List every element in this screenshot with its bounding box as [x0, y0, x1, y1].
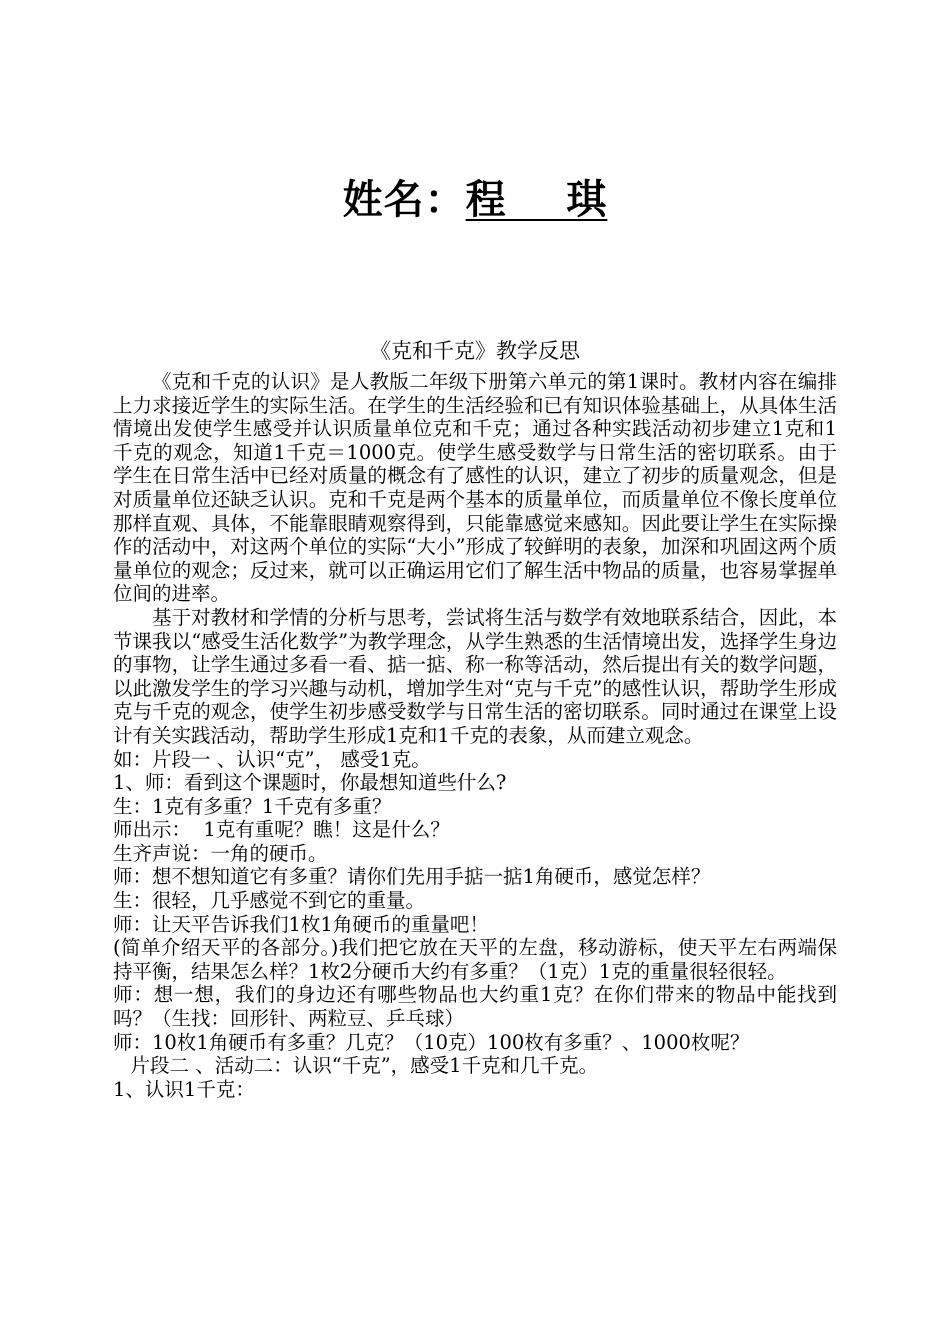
text-line: 如：片段一 、认识“克”， 感受1克。 — [113, 747, 431, 771]
text-line: 生齐声说：一角的硬币。 — [113, 841, 328, 865]
text-line: 师：10枚1角硬币有多重？几克？（10克）100枚有多重？、1000枚呢？ — [113, 1030, 750, 1054]
text-line: 师：想不想知道它有多重？请你们先用手掂一掂1角硬币，感觉怎样？ — [113, 865, 711, 889]
text-line: 师出示： 1克有重呢？瞧！这是什么？ — [113, 818, 450, 842]
name-value: 程 琪 — [465, 176, 608, 223]
author-name-heading — [0, 172, 950, 228]
paragraph: 《克和千克的认识》是人教版二年级下册第六单元的第1课时。教材内容在编排上力求接近学生的实际生活。在学生的生活经验和已有知识体验基础上，从具体生活情境出发使学生感受并认识质量单位克和千克；通过各种实践活动初步建立1克和1千克的观念，知道1千克＝1000克。使学生感受数学与日常生活的密切联系。由于学生在日常生活中已经对质量的概念有了感性的认识，建立了初步的质量观念，但是对质量单位还缺乏认识。克和千克是两个基本的质量单位，而质量单位不像长度单位那样直观、具体，不能靠眼睛观察得到，只能靠感觉来感知。因此要让学生在实际操作的活动中，对这两个单位的实际“大小”形成了较鲜明的表象，加深和巩固这两个质量单位的观念；反过来，就可以正确运用它们了解生活中物品的质量，也容易掌握单位间的进率。 — [113, 370, 837, 606]
text-line: 生：1克有多重？1千克有多重？ — [113, 794, 392, 818]
name-label: 姓名： — [342, 176, 466, 223]
text-line: 1、师：看到这个课题时，你最想知道些什么? — [113, 771, 507, 795]
text-line: 师：想一想，我们的身边还有哪些物品也大约重1克？在你们带来的物品中能找到吗？（生找：回形针、两粒豆、乒乓球） — [113, 983, 837, 1031]
text-line: 师：让天平告诉我们1枚1角硬币的重量吧！ — [113, 912, 489, 936]
text-line: 1、认识1千克： — [113, 1077, 255, 1101]
document-title: 《克和千克》教学反思 — [370, 339, 580, 363]
text-line: 生：很轻，几乎感觉不到它的重量。 — [113, 889, 426, 913]
document-body — [113, 370, 837, 1101]
text-line: (简单介绍天平的各部分。)我们把它放在天平的左盘，移动游标，使天平左右两端保持平衡，结果怎么样？1枚2分硬币大约有多重？（1克）1克的重量很轻很轻。 — [113, 936, 837, 983]
paragraph: 基于对教材和学情的分析与思考，尝试将生活与数学有效地联系结合，因此，本节课我以“感受生活化数学”为教学理念，从学生熟悉的生活情境出发，选择学生身边的事物，让学生通过多看一看、掂一掂、称一称等活动，然后提出有关的数学问题，以此激发学生的学习兴趣与动机，增加学生对“克与千克”的感性认识，帮助学生形成克与千克的观念，使学生初步感受数学与日常生活的密切联系。同时通过在课堂上设计有关实践活动，帮助学生形成1克和1千克的表象，从而建立观念。 — [113, 605, 837, 747]
segment-heading: 片段二 、活动二：认识“千克”，感受1千克和几千克。 — [130, 1054, 599, 1078]
